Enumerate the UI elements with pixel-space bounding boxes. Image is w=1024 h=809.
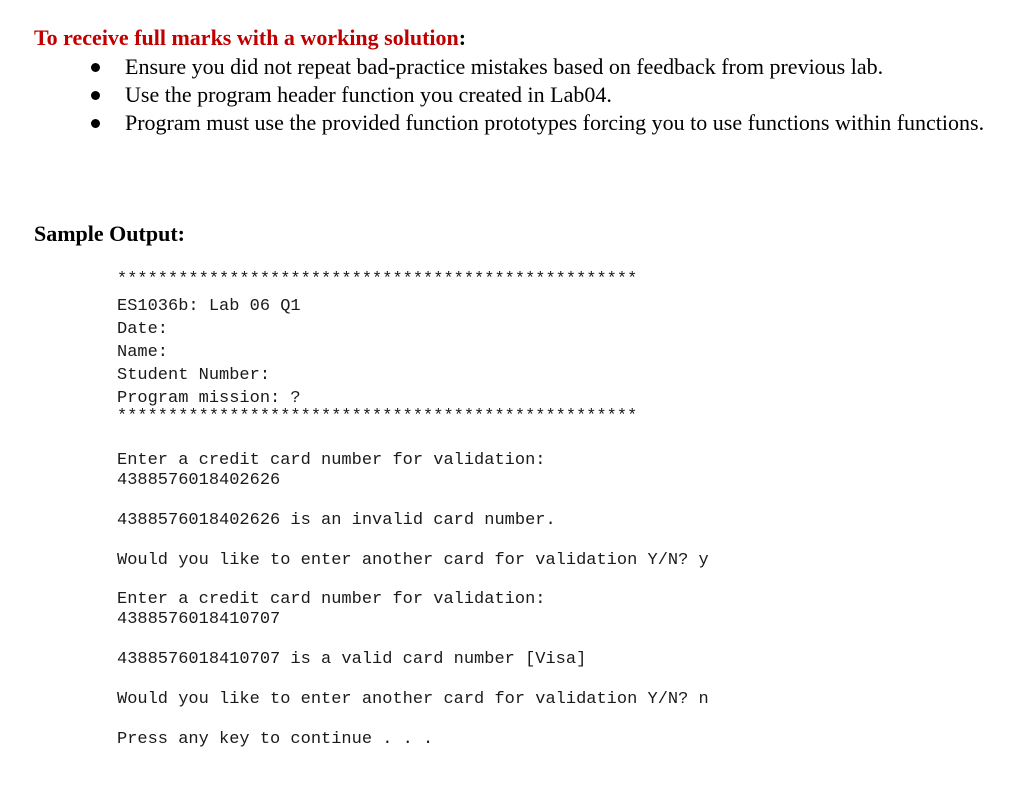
bullet-icon <box>91 91 100 100</box>
console-line-result-1: 4388576018402626 is an invalid card number. <box>117 511 556 530</box>
console-line-stars-top: *************************************************** <box>117 270 638 289</box>
requirement-item <box>0 53 990 81</box>
console-line-name: Name: <box>117 343 169 362</box>
requirement-text: Program must use the provided function prototypes forcing you to use functions within functions. <box>125 110 985 135</box>
console-line-student-number: Student Number: <box>117 366 271 385</box>
requirement-text: Ensure you did not repeat bad-practice mistakes based on feedback from previous lab. <box>125 54 884 79</box>
requirements-heading-colon: : <box>458 25 467 50</box>
console-line-prompt-1: Enter a credit card number for validation: <box>117 451 546 470</box>
console-line-prompt-2: Enter a credit card number for validation: <box>117 590 546 609</box>
console-line-course: ES1036b: Lab 06 Q1 <box>117 297 301 316</box>
console-line-again-2: Would you like to enter another card for validation Y/N? n <box>117 690 709 709</box>
requirement-item <box>0 81 990 109</box>
bullet-icon <box>91 63 100 72</box>
console-line-result-2: 4388576018410707 is a valid card number [Visa] <box>117 650 587 669</box>
bullet-icon <box>91 119 100 128</box>
console-line-input-1: 4388576018402626 <box>117 471 281 490</box>
console-line-mission: Program mission: ? <box>117 389 301 408</box>
console-line-continue: Press any key to continue . . . <box>117 730 434 749</box>
console-line-input-2: 4388576018410707 <box>117 610 281 629</box>
requirements-list <box>0 53 990 137</box>
console-line-stars-bottom: *************************************************** <box>117 407 638 426</box>
console-line-date: Date: <box>117 320 169 339</box>
console-line-again-1: Would you like to enter another card for validation Y/N? y <box>117 551 709 570</box>
requirements-heading-text: To receive full marks with a working solution <box>34 25 459 50</box>
requirement-text: Use the program header function you created in Lab04. <box>125 82 612 107</box>
sample-output-heading: Sample Output: <box>34 221 185 246</box>
requirements-heading <box>34 24 466 52</box>
requirement-item <box>0 109 990 137</box>
